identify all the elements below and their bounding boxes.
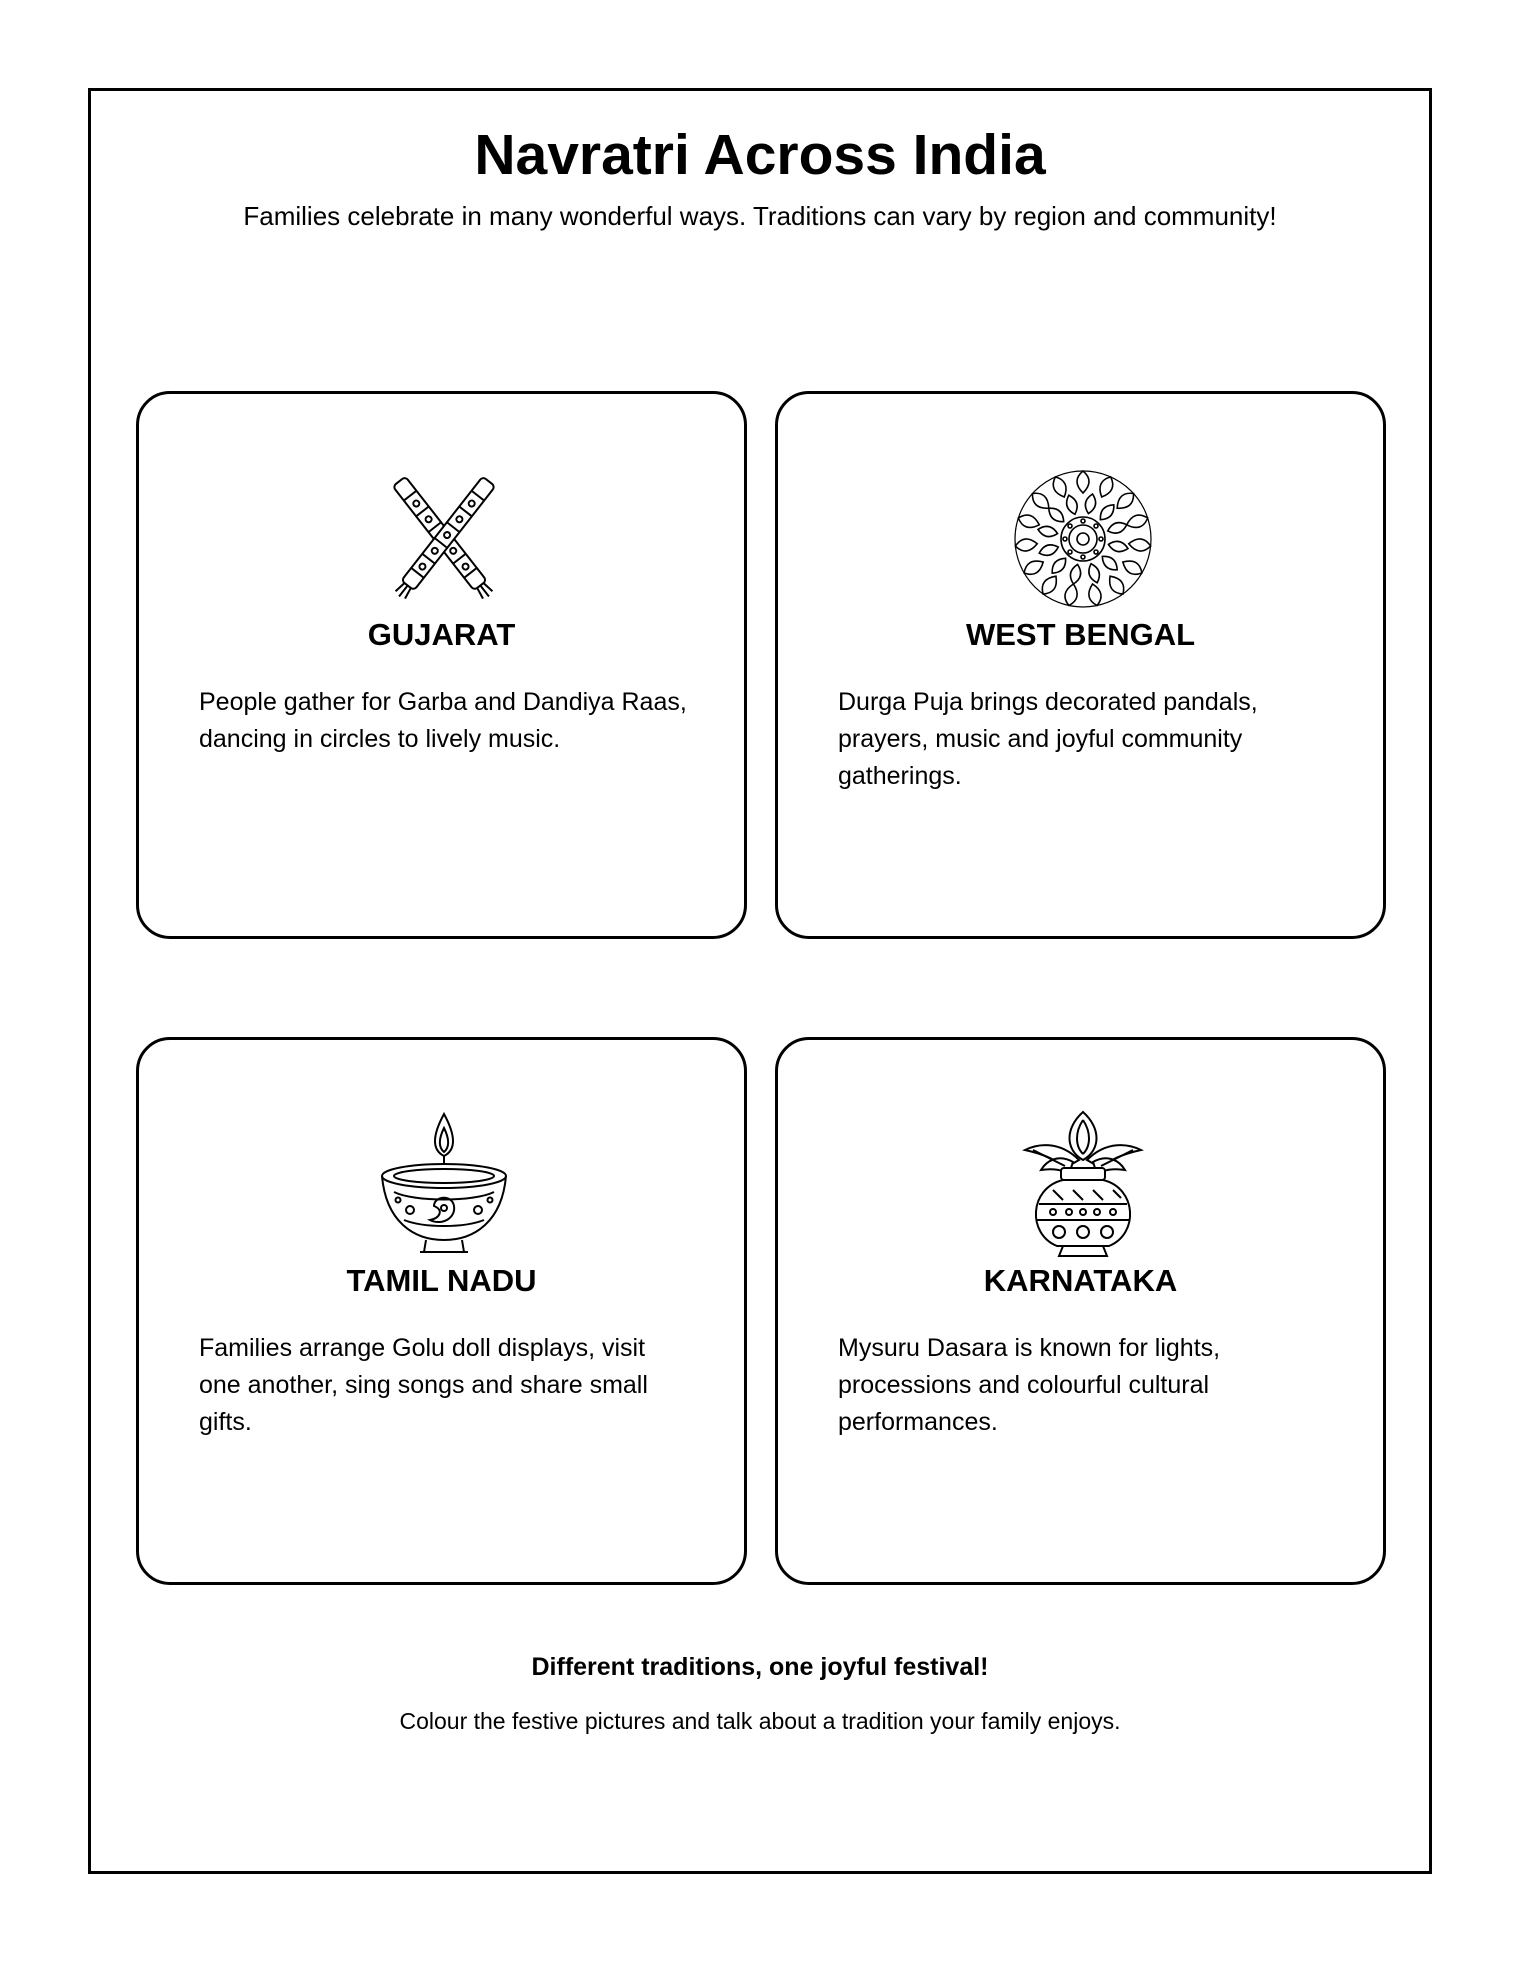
page-title: Navratri Across India	[474, 123, 1046, 187]
page-subtitle: Families celebrate in many wonderful ways. Traditions can vary by region and community!	[243, 201, 1277, 231]
region-description: Families arrange Golu doll displays, visit one another, sing songs and share small gifts.	[199, 1334, 648, 1436]
diya-lamp-icon	[374, 1110, 514, 1260]
region-description: Mysuru Dasara is known for lights, processions and colourful cultural performances.	[838, 1334, 1221, 1436]
region-name: WEST BENGAL	[965, 617, 1196, 652]
marigold-flower-icon	[1013, 464, 1153, 614]
region-name: TAMIL NADU	[346, 1263, 537, 1298]
region-name: KARNATAKA	[983, 1263, 1178, 1298]
region-description: People gather for Garba and Dandiya Raas, dancing in circles to lively music.	[199, 688, 687, 753]
region-card-karnataka	[775, 1037, 1386, 1585]
region-description: Durga Puja brings decorated pandals, prayers, music and joyful community gatherings.	[838, 688, 1258, 790]
closing-text: Colour the festive pictures and talk about a tradition your family enjoys.	[399, 1708, 1121, 1734]
kalash-pot-icon	[1013, 1110, 1153, 1260]
dandiya-sticks-icon	[374, 464, 514, 614]
region-card-tamil-nadu	[136, 1037, 747, 1585]
worksheet-frame	[88, 88, 1432, 1874]
region-name: GUJARAT	[367, 617, 516, 652]
region-card-west-bengal	[775, 391, 1386, 939]
closing-heading: Different traditions, one joyful festival!	[531, 1653, 989, 1681]
region-card-gujarat	[136, 391, 747, 939]
